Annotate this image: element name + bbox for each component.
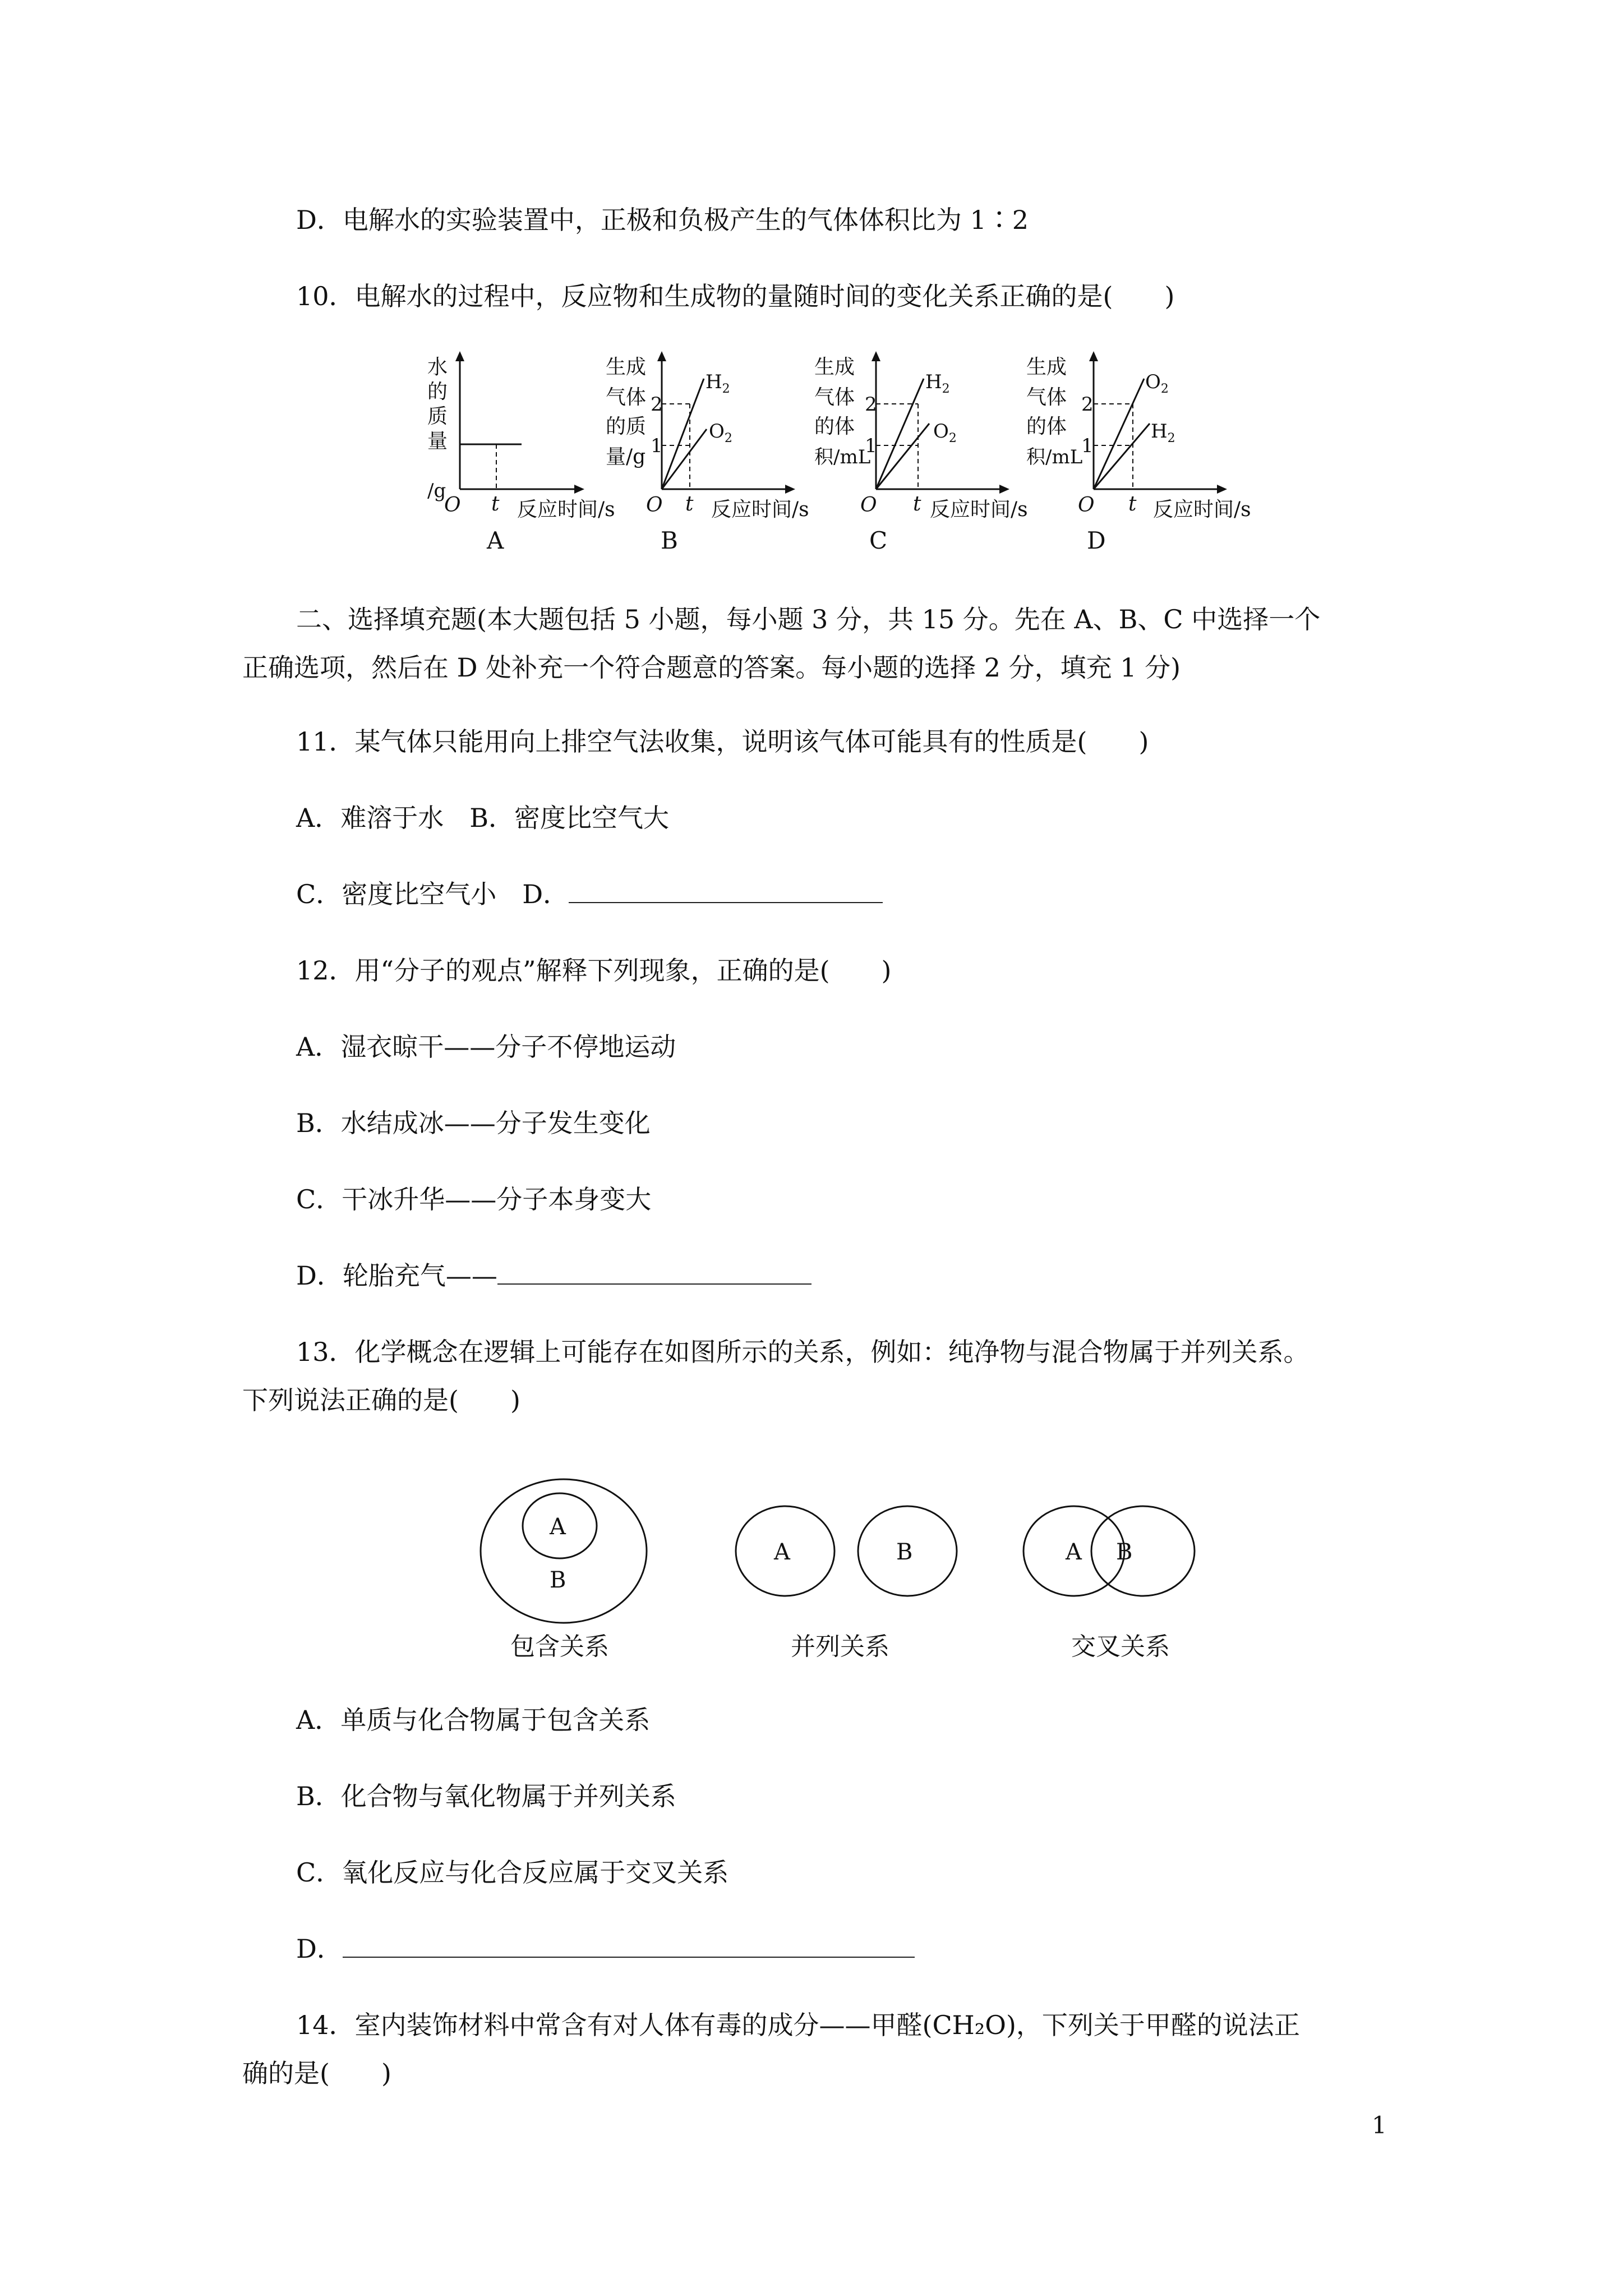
graph-c-lower-label: O <box>933 420 949 443</box>
q11-stem: 11．某气体只能用向上排空气法收集，说明该气体可能具有的性质是( ) <box>296 726 1149 757</box>
graph-d-xlabel: 反应时间/s <box>1153 498 1251 521</box>
graph-b-origin: O <box>646 494 663 517</box>
graph-c-xlabel: 反应时间/s <box>930 498 1028 521</box>
graph-b-ylabel-3: 量/g <box>606 445 646 468</box>
q11-option-c-d-text: C．密度比空气小 D． <box>296 879 569 909</box>
contain-diagram <box>481 1479 647 1660</box>
graph-c-lower-sub: 2 <box>948 431 957 445</box>
graph-c <box>814 351 1028 554</box>
graph-c-lower-line <box>876 424 929 489</box>
q9-option-d: D．电解水的实验装置中，正极和负极产生的气体体积比为 1∶2 <box>296 205 1029 235</box>
graph-c-ylabel-1: 气体 <box>814 386 855 409</box>
q14-stem-line1: 14．室内装饰材料中常含有对人体有毒的成分——甲醛(CH₂O)，下列关于甲醛的说法正 <box>296 2010 1300 2040</box>
graph-b-ylabel-2: 的质 <box>606 415 647 438</box>
q10-stem: 10．电解水的过程中，反应物和生成物的量随时间的变化关系正确的是( ) <box>296 281 1175 311</box>
graph-a <box>427 351 615 554</box>
svg-text:O2 <box>709 420 732 445</box>
graph-d-y1: 1 <box>1081 435 1094 457</box>
graph-b-y1: 1 <box>651 435 663 457</box>
svg-text:O2 <box>1145 371 1169 396</box>
graph-d-y2: 2 <box>1081 393 1094 416</box>
cross-b: B <box>1116 1539 1133 1565</box>
q13-option-d-text: D． <box>296 1934 343 1964</box>
q12-option-b: B．水结成冰——分子发生变化 <box>296 1108 651 1138</box>
graph-d-upper-line <box>1094 379 1144 489</box>
graph-d-t: t <box>1128 493 1137 516</box>
graph-d-upper-sub: 2 <box>1160 382 1169 396</box>
svg-text:H2 <box>706 371 730 396</box>
graph-a-t: t <box>491 493 500 516</box>
svg-text:H2 <box>925 371 950 396</box>
graph-b-ylabel-1: 气体 <box>606 386 647 409</box>
graph-b-xlabel: 反应时间/s <box>711 498 809 521</box>
svg-text:H2 <box>1151 420 1175 445</box>
graph-b-ylabel-0: 生成 <box>606 356 647 379</box>
q11-answer-blank[interactable] <box>569 877 883 903</box>
cross-diagram <box>1023 1506 1195 1660</box>
q13-stem-line2: 下列说法正确的是( ) <box>242 1385 520 1415</box>
graph-b-lower-sub: 2 <box>724 431 732 445</box>
section2-line1: 二、选择填充题(本大题包括 5 小题，每小题 3 分，共 15 分。先在 A、B、C 中选择一个 <box>296 604 1321 634</box>
graph-d-lower-line <box>1094 424 1150 489</box>
graph-c-upper-line <box>876 379 924 489</box>
graph-a-origin: O <box>444 494 461 517</box>
q12-option-d-text: D．轮胎充气—— <box>296 1260 497 1291</box>
graph-b-y2: 2 <box>651 393 663 416</box>
graph-c-origin: O <box>860 494 877 517</box>
contain-b: B <box>550 1567 566 1593</box>
contain-label: 包含关系 <box>510 1632 609 1660</box>
graph-c-y2: 2 <box>865 393 877 416</box>
graph-d-origin: O <box>1078 494 1095 517</box>
graph-b-lower-label: O <box>709 420 725 443</box>
graph-a-ylabel-3: 量 <box>427 430 448 453</box>
graph-c-ylabel-2: 的体 <box>814 415 855 438</box>
section2-line2: 正确选项，然后在 D 处补充一个符合题意的答案。每小题的选择 2 分，填充 1 分) <box>242 652 1181 683</box>
graph-b-upper-label: H <box>706 371 722 393</box>
graph-c-upper-label: H <box>925 371 942 393</box>
graph-a-ylabel-2: 质 <box>427 405 448 428</box>
q12-stem: 12．用“分子的观点”解释下列现象，正确的是( ) <box>296 955 892 986</box>
graph-d-ylabel-2: 的体 <box>1026 415 1067 438</box>
q13-option-b: B．化合物与氧化物属于并列关系 <box>296 1781 676 1811</box>
graph-c-option: C <box>869 527 888 554</box>
q10-graphs <box>415 348 1290 561</box>
q12-option-c: C．干冰升华——分子本身变大 <box>296 1184 652 1214</box>
page-number: 1 <box>1372 2111 1387 2139</box>
graph-d-upper-label: O <box>1145 371 1161 393</box>
graph-b-option: B <box>661 527 678 554</box>
graph-b-t: t <box>685 493 694 516</box>
graph-d-ylabel-0: 生成 <box>1026 356 1067 379</box>
q12-option-a: A．湿衣晾干——分子不停地运动 <box>296 1032 676 1062</box>
contain-a: A <box>550 1514 566 1540</box>
graph-a-xlabel: 反应时间/s <box>517 498 615 521</box>
graph-c-ylabel-3: 积/mL <box>814 446 871 468</box>
graph-c-y1: 1 <box>865 435 877 457</box>
q13-option-c: C．氧化反应与化合反应属于交叉关系 <box>296 1857 729 1888</box>
graph-c-ylabel-0: 生成 <box>814 356 855 379</box>
graph-a-ylabel-4: /g <box>427 480 446 502</box>
graph-d-lower-label: H <box>1151 420 1168 443</box>
q13-stem-line1: 13．化学概念在逻辑上可能存在如图所示的关系，例如：纯净物与混合物属于并列关系。 <box>296 1337 1310 1367</box>
graph-d-ylabel-1: 气体 <box>1026 386 1067 409</box>
graph-b-upper-sub: 2 <box>722 382 730 396</box>
graph-b-lower-line <box>662 429 707 489</box>
graph-b <box>606 351 809 554</box>
graph-d-ylabel-3: 积/mL <box>1026 446 1083 468</box>
svg-text:O2 <box>933 420 957 445</box>
graph-a-ylabel-1: 的 <box>427 380 448 403</box>
graph-a-ylabel-0: 水 <box>427 356 448 379</box>
parallel-label: 并列关系 <box>791 1632 889 1660</box>
graph-d-option: D <box>1087 527 1106 554</box>
parallel-b: B <box>896 1539 913 1565</box>
parallel-a: A <box>774 1539 790 1565</box>
cross-a: A <box>1066 1539 1082 1565</box>
cross-label: 交叉关系 <box>1071 1632 1170 1660</box>
q13-diagram <box>471 1470 1223 1660</box>
q14-stem-line2: 确的是( ) <box>242 2058 391 2088</box>
graph-d <box>1026 351 1251 554</box>
graph-b-upper-line <box>662 379 704 489</box>
q11-options-ab: A．难溶于水 B．密度比空气大 <box>296 803 670 833</box>
graph-a-option: A <box>487 527 504 554</box>
q11-option-c-d <box>296 877 883 911</box>
q12-option-d <box>296 1259 811 1292</box>
graph-c-upper-sub: 2 <box>942 382 950 396</box>
q13-option-a: A．单质与化合物属于包含关系 <box>296 1705 651 1735</box>
graph-c-t: t <box>913 493 921 516</box>
graph-d-lower-sub: 2 <box>1167 431 1175 445</box>
q13-answer-blank[interactable] <box>343 1932 915 1958</box>
parallel-diagram <box>736 1506 957 1660</box>
q12-answer-blank[interactable] <box>497 1259 811 1285</box>
q13-option-d <box>296 1932 915 1966</box>
